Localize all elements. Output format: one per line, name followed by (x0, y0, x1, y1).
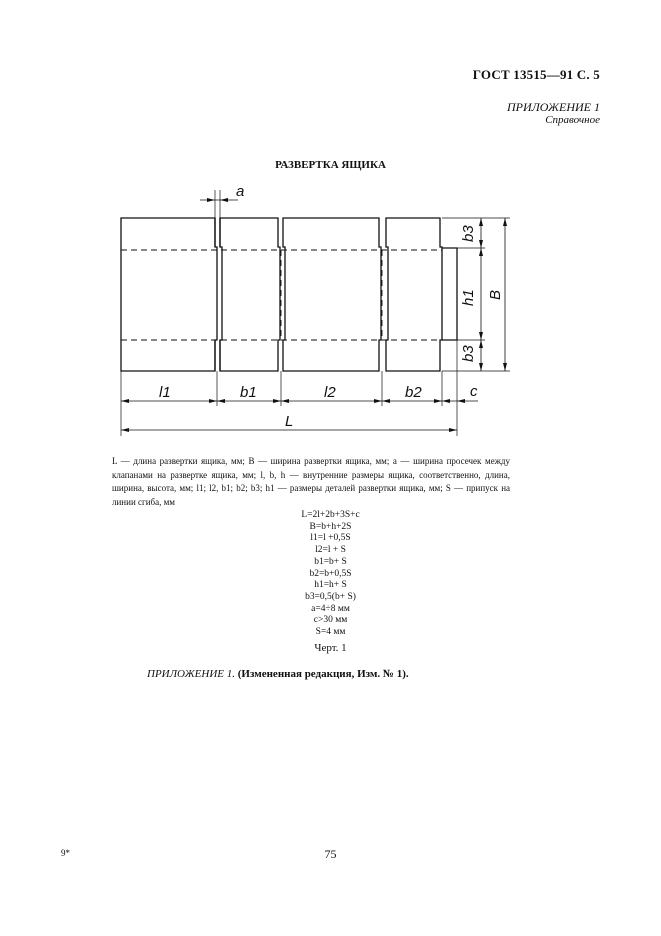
formula: b1=b+ S (314, 556, 347, 567)
label-b1: b1 (240, 384, 257, 401)
formula: b3=0,5(b+ S) (305, 591, 356, 602)
panel-l1 (121, 218, 217, 371)
label-b3-top: b3 (460, 225, 477, 242)
arrowheads (121, 198, 507, 432)
formula: l2=l + S (315, 545, 346, 556)
standard-header: ГОСТ 13515—91 С. 5 (472, 67, 600, 82)
legend-caption: L — длина развертки ящика, мм; B — ширина развертки ящика, мм; a — ширина просечек между клапанами на развертке ящика, мм; l, b, h — внутренние размеры ящика, соответственно, длина, ширина, высота, мм; l1; l2, b1; b2; b3; h1 — размеры деталей развертки ящика, мм; S — припуск на линии сгиба, мм (112, 456, 510, 507)
label-h1: h1 (460, 289, 477, 306)
label-b3-bottom: b3 (460, 345, 477, 362)
appendix-label: ПРИЛОЖЕНИЕ 1 (507, 100, 600, 114)
glue-flap (442, 248, 457, 340)
label-a: a (236, 183, 245, 200)
label-l2: l2 (324, 384, 336, 401)
panel-b2 (386, 218, 442, 371)
amendment-label: ПРИЛОЖЕНИЕ 1. (147, 668, 235, 680)
signature-mark: 9* (61, 848, 70, 858)
formula-list (0, 510, 661, 639)
formula: h1=h+ S (314, 580, 347, 591)
appendix-type: Справочное (545, 114, 600, 126)
amendment-text: (Измененная редакция, Изм. № 1). (237, 668, 409, 680)
figure-caption: Черт. 1 (314, 642, 347, 654)
label-c: c (470, 383, 478, 400)
extension-lines (121, 190, 510, 436)
formula: b2=b+0,5S (309, 568, 352, 579)
fold-lines (121, 250, 442, 340)
panel-b1 (220, 218, 280, 371)
label-b2: b2 (405, 384, 422, 401)
drawing-title: РАЗВЕРТКА ЯЩИКА (275, 159, 386, 171)
page-number: 75 (324, 847, 337, 861)
panel-l2 (283, 218, 381, 371)
label-B: B (487, 289, 504, 300)
formula: S=4 мм (315, 627, 346, 638)
formula: c>30 мм (313, 615, 348, 626)
formula: B=b+h+2S (309, 521, 352, 532)
formula: l1=l +0,5S (310, 533, 351, 544)
label-L: L (285, 413, 294, 430)
amendment-note (147, 668, 409, 680)
formula: a=4÷8 мм (311, 603, 350, 614)
label-l1: l1 (159, 384, 171, 401)
formula: L=2l+2b+3S+c (301, 510, 360, 520)
dimension-lines (121, 200, 505, 430)
box-development-drawing (100, 180, 530, 440)
